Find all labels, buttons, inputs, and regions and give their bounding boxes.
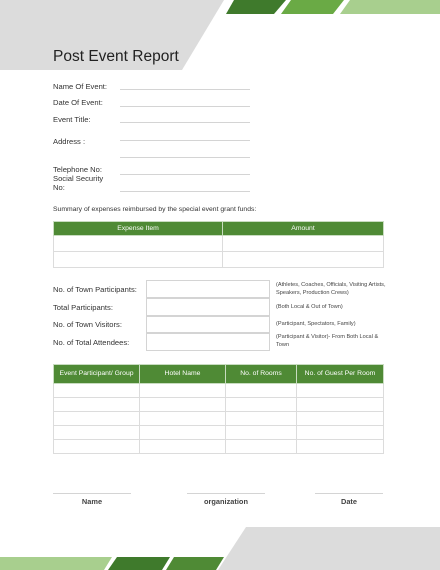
date-signature-line[interactable] [315,493,383,494]
table-row [54,440,384,454]
table-row [54,398,384,412]
table-cell[interactable] [226,412,297,426]
table-cell[interactable] [226,398,297,412]
table-cell[interactable] [140,426,226,440]
table-cell[interactable] [140,440,226,454]
amount-cell[interactable] [223,236,384,252]
table-cell[interactable] [140,398,226,412]
field-label-date-of-event: Date Of Event: [53,98,103,107]
town-participants-box[interactable] [146,280,270,298]
table-cell[interactable] [54,426,140,440]
signature-label-date: Date [340,497,358,506]
table-cell[interactable] [54,440,140,454]
hotel-table [53,364,384,454]
field-label-social-security-no: No: [53,183,65,192]
amount-cell[interactable] [223,252,384,268]
table-cell[interactable] [297,412,384,426]
field-label-telephone: Telephone No: [53,165,102,174]
top-green-stripe-2 [281,0,344,14]
table-row [54,236,384,252]
table-cell[interactable] [226,384,297,398]
bottom-green-stripe-3 [166,557,224,570]
total-attendees-note: (Participant & Visitor)- From Both Local & Town [276,334,379,348]
table-cell[interactable] [297,398,384,412]
expense-item-cell[interactable] [54,236,223,252]
total-participants-label: Total Participants: [53,303,113,312]
summary-text: Summary of expenses reimbursed by the special event grant funds: [53,206,257,213]
expense-table-header [54,222,384,236]
town-participants-note: (Athletes, Coaches, Officials, Visiting Artists, Speakers, Production Crews) [276,282,386,296]
table-row [54,412,384,426]
table-row [54,426,384,440]
field-label-address: Address : [53,137,86,146]
table-cell[interactable] [297,384,384,398]
bottom-right-gray-band [218,527,440,570]
address-line-2[interactable] [120,157,250,158]
organization-signature-line[interactable] [187,493,265,494]
town-visitors-box[interactable] [146,316,270,333]
expense-item-header: Expense Item [54,222,223,236]
total-participants-box[interactable] [146,298,270,316]
event-participant-header: Event Participant/ Group [54,365,140,384]
expense-item-cell[interactable] [54,252,223,268]
town-visitors-label: No. of Town Visitors: [53,320,122,329]
town-visitors-note: (Participant, Spectators, Family) [276,321,356,327]
event-title-line[interactable] [120,122,250,123]
field-label-event-title: Event Title: [53,115,91,124]
table-cell[interactable] [54,384,140,398]
table-cell[interactable] [297,426,384,440]
address-line-1[interactable] [120,140,250,141]
top-green-stripe-3 [340,0,440,14]
field-label-name-of-event: Name Of Event: [53,82,108,91]
guest-per-room-header: No. of Guest Per Room [297,365,384,384]
telephone-line[interactable] [120,174,250,175]
no-of-rooms-header: No. of Rooms [226,365,297,384]
table-row [54,252,384,268]
name-of-event-line[interactable] [120,89,250,90]
page-title: Post Event Report [53,48,179,65]
date-of-event-line[interactable] [120,106,250,107]
expense-table [53,221,384,268]
top-green-stripe-1 [226,0,286,14]
total-participants-note: (Both Local & Out of Town) [276,304,343,310]
table-cell[interactable] [226,426,297,440]
signature-label-name: Name [81,497,103,506]
field-label-social-security: Social Security [53,174,104,183]
table-row [54,384,384,398]
total-attendees-box[interactable] [146,333,270,351]
signature-label-organization: organization [204,497,248,506]
table-cell[interactable] [54,412,140,426]
bottom-green-stripe-1 [0,557,112,570]
town-participants-label: No. of Town Participants: [53,285,137,294]
social-security-line[interactable] [120,191,250,192]
hotel-table-header [54,365,384,384]
table-cell[interactable] [140,384,226,398]
table-cell[interactable] [140,412,226,426]
total-attendees-label: No. of Total Attendees: [53,338,130,347]
table-cell[interactable] [54,398,140,412]
name-signature-line[interactable] [53,493,131,494]
table-cell[interactable] [226,440,297,454]
amount-header: Amount [223,222,384,236]
hotel-name-header: Hotel Name [140,365,226,384]
table-cell[interactable] [297,440,384,454]
bottom-green-stripe-2 [108,557,170,570]
